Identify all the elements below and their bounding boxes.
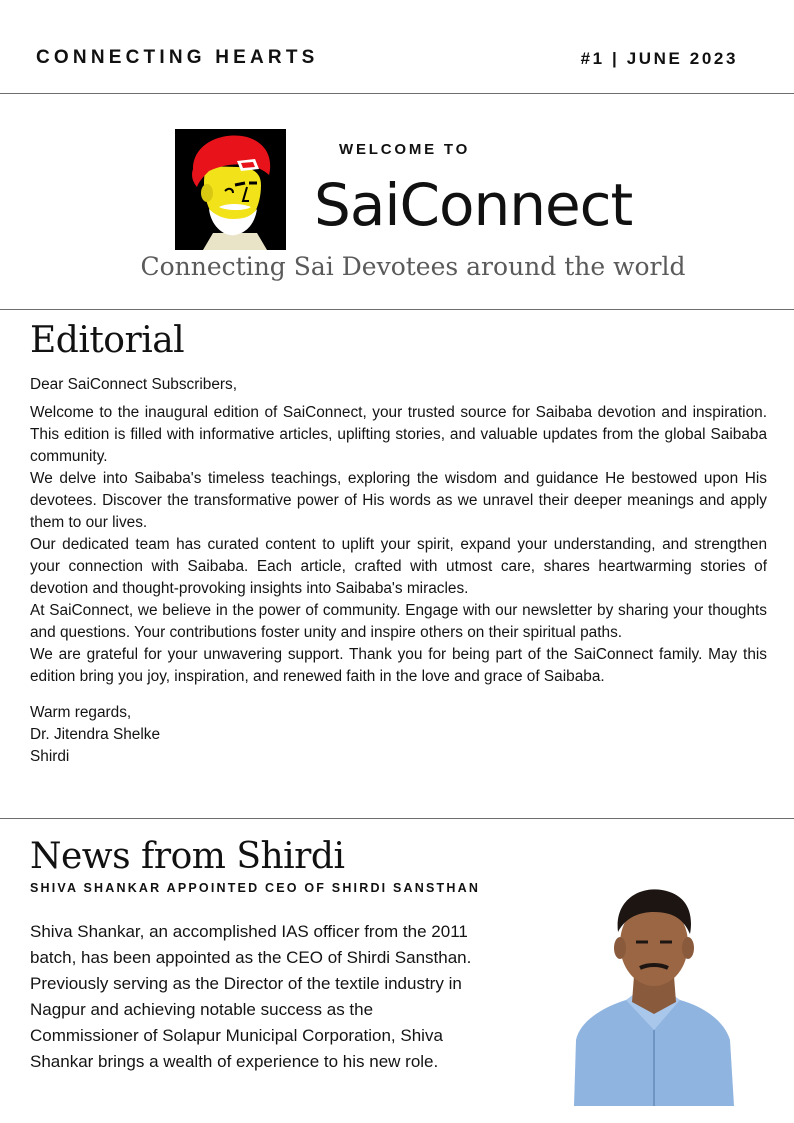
closing-line: Warm regards, <box>30 704 132 721</box>
editorial-title: Editorial <box>30 320 185 361</box>
divider <box>0 93 794 94</box>
news-body: Shiva Shankar, an accomplished IAS officer from the 2011 batch, has been appointed as the CEO of Shirdi Sansthan. Previously serving as the Director of the textile industry in Nagpur and achieving notable success as the Commissioner of Solapur Municipal Corporation, Shiva Shankar brings a wealth of experience to his new role. <box>30 922 472 1071</box>
news-title: News from Shirdi <box>30 836 345 877</box>
editorial-paragraph: At SaiConnect, we believe in the power of community. Engage with our newsletter by sharing your thoughts and questions. Your contributions foster unity and inspire others on their spiritual paths. <box>30 602 767 641</box>
newsletter-header <box>0 0 794 94</box>
editorial-paragraph: We are grateful for your unwavering support. Thank you for being part of the SaiConnect family. May this edition bring you joy, inspiration, and renewed faith in the love and grace of Saibaba. <box>30 646 767 685</box>
person-portrait-icon <box>570 880 736 1106</box>
brand-subtitle: Connecting Sai Devotees around the world <box>140 252 686 281</box>
editorial-body <box>30 374 767 768</box>
author-location: Shirdi <box>30 748 70 765</box>
divider <box>0 309 794 310</box>
tagline: CONNECTING HEARTS <box>36 47 319 68</box>
editorial-paragraph: Welcome to the inaugural edition of SaiConnect, your trusted source for Saibaba devotion and inspiration. This edition is filled with informative articles, uplifting stories, and valuable updates from the global Saibaba community. <box>30 404 767 465</box>
welcome-label: WELCOME TO <box>339 141 471 158</box>
editorial-paragraph: We delve into Saibaba's timeless teachings, exploring the wisdom and guidance He bestowed upon His devotees. Discover the transformative power of His words as we unravel their deeper meanings and apply them to our lives. <box>30 470 767 531</box>
divider <box>0 818 794 819</box>
author-name: Dr. Jitendra Shelke <box>30 726 161 743</box>
editorial-salutation: Dear SaiConnect Subscribers, <box>30 376 238 393</box>
news-headline: SHIVA SHANKAR APPOINTED CEO OF SHIRDI SANSTHAN <box>30 881 481 895</box>
brand-name: SaiConnect <box>314 171 633 239</box>
editorial-signoff <box>30 702 767 768</box>
sai-baba-portrait-icon <box>175 129 286 250</box>
issue-date: #1 | JUNE 2023 <box>580 49 738 68</box>
editorial-paragraph: Our dedicated team has curated content to uplift your spirit, expand your understanding, and strengthen your connection with Saibaba. Each article, crafted with utmost care, shares heartwarming stories of devotion and thought-provoking insights into Saibaba's miracles. <box>30 536 767 597</box>
